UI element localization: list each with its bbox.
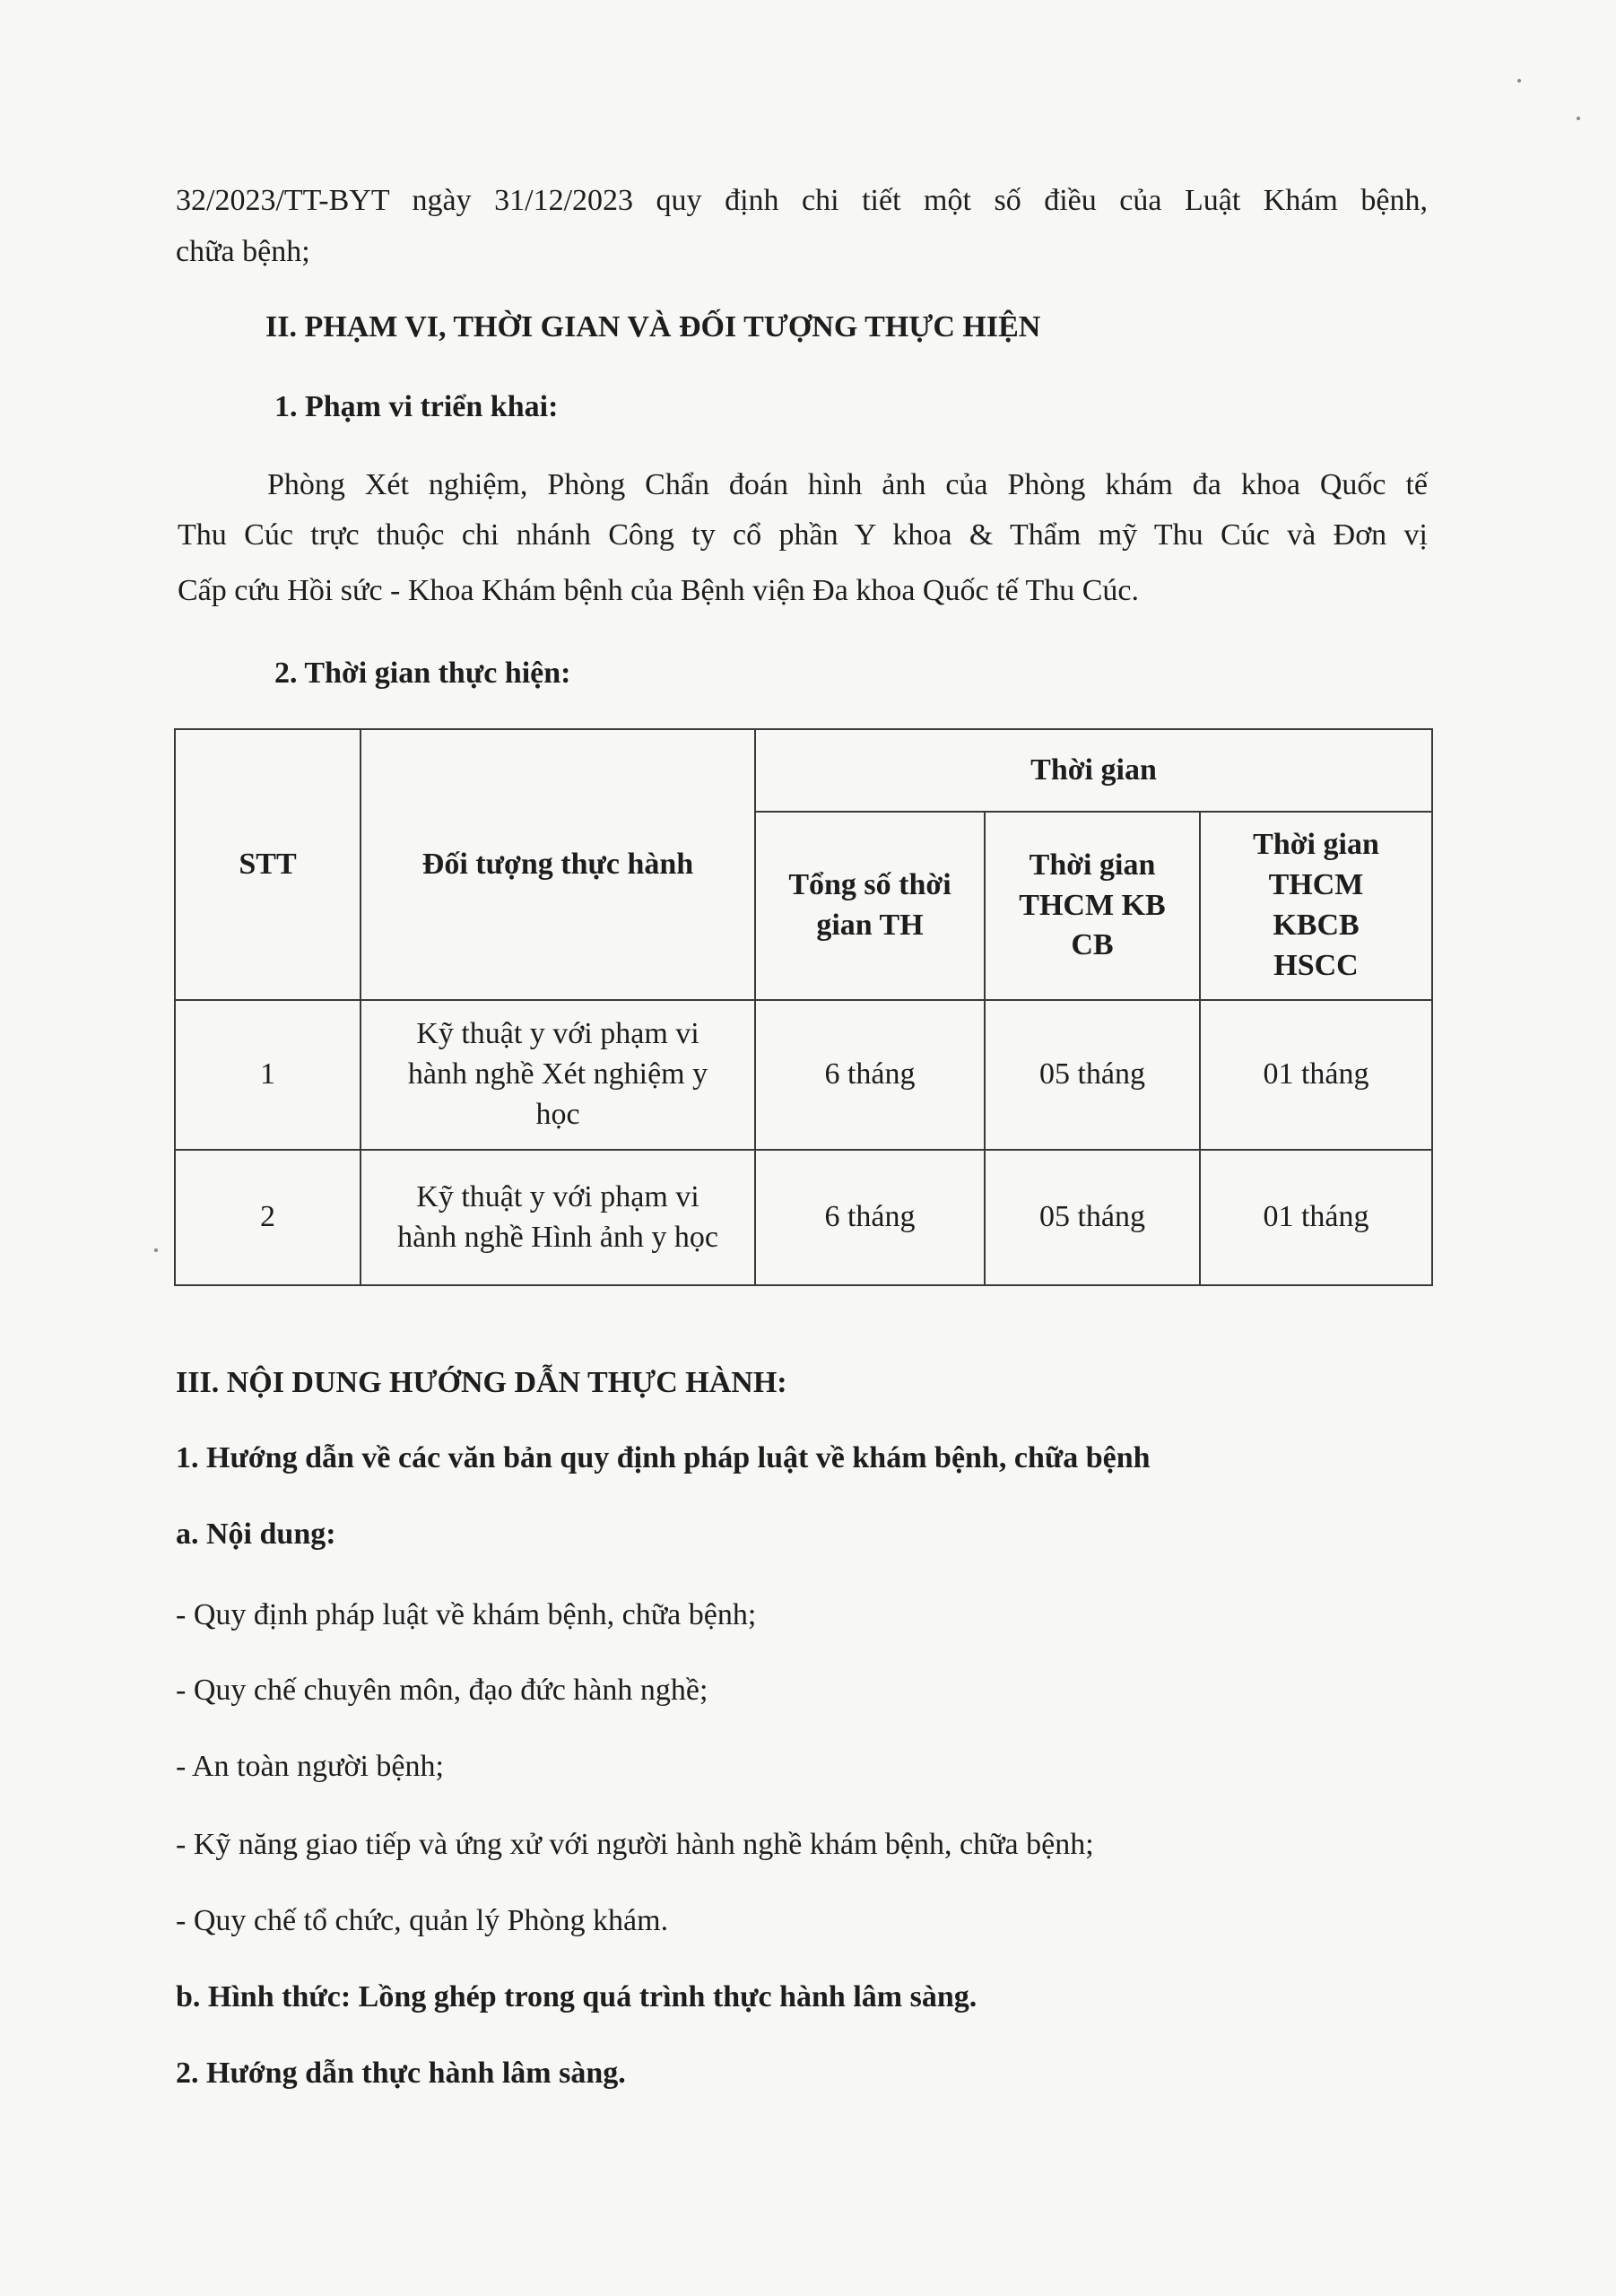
practice-time-table — [174, 728, 1433, 1286]
header-hscc-line-3: KBCB — [1273, 909, 1360, 942]
bullet-4: - Kỹ năng giao tiếp và ứng xử với người hành nghề khám bệnh, chữa bệnh; — [176, 1828, 1094, 1861]
row-2-stt: 2 — [175, 1150, 361, 1285]
header-stt: STT — [175, 729, 361, 1000]
row-2-subject-line-1: Kỹ thuật y với phạm vi — [416, 1179, 699, 1213]
section-2-title: II. PHẠM VI, THỜI GIAN VÀ ĐỐI TƯỢNG THỰC HIỆN — [265, 310, 1041, 344]
row-2-kbcb: 05 tháng — [985, 1150, 1200, 1285]
row-1-subject-line-3: học — [535, 1097, 580, 1131]
header-hscc-line-4: HSCC — [1273, 948, 1359, 982]
scope-line-2: Thu Cúc trực thuộc chi nhánh Công ty cổ phần Y khoa & Thẩm mỹ Thu Cúc và Đơn vị — [178, 518, 1428, 552]
bullet-3: - An toàn người bệnh; — [176, 1750, 444, 1783]
header-thcm-hscc — [1200, 812, 1432, 1000]
form-line: b. Hình thức: Lồng ghép trong quá trình thực hành lâm sàng. — [176, 1980, 977, 2013]
row-1-hscc: 01 tháng — [1200, 1000, 1432, 1150]
header-total-line-1: Tổng số thời — [788, 868, 951, 902]
header-total-time — [755, 812, 985, 1000]
content-heading: a. Nội dung: — [176, 1518, 336, 1551]
header-kbcb-line-2: THCM KB — [1019, 888, 1166, 922]
scan-speck — [1577, 117, 1580, 120]
intro-line-2: chữa bệnh; — [176, 235, 310, 268]
row-2-total: 6 tháng — [755, 1150, 985, 1285]
section-3-title: III. NỘI DUNG HƯỚNG DẪN THỰC HÀNH: — [176, 1366, 787, 1399]
table-row — [175, 1000, 1432, 1150]
row-1-subject-line-2: hành nghề Xét nghiệm y — [407, 1057, 708, 1091]
row-1-stt: 1 — [175, 1000, 361, 1150]
scope-line-3: Cấp cứu Hồi sức - Khoa Khám bệnh của Bệnh viện Đa khoa Quốc tế Thu Cúc. — [178, 574, 1140, 607]
header-kbcb-line-3: CB — [1071, 928, 1114, 962]
header-kbcb-line-1: Thời gian — [1029, 848, 1156, 882]
header-thcm-kbcb — [985, 812, 1200, 1000]
bullet-1: - Quy định pháp luật về khám bệnh, chữa bệnh; — [176, 1598, 757, 1631]
row-1-kbcb: 05 tháng — [985, 1000, 1200, 1150]
row-1-total: 6 tháng — [755, 1000, 985, 1150]
bullet-2: - Quy chế chuyên môn, đạo đức hành nghề; — [176, 1674, 708, 1707]
header-hscc-line-1: Thời gian — [1253, 828, 1379, 862]
intro-line-1: 32/2023/TT-BYT ngày 31/12/2023 quy định chi tiết một số điều của Luật Khám bệnh, — [176, 184, 1428, 217]
scope-heading: 1. Phạm vi triển khai: — [274, 390, 559, 423]
header-total-line-2: gian TH — [816, 909, 924, 942]
table-row — [175, 1150, 1432, 1285]
row-1-subject — [361, 1000, 755, 1150]
row-1-subject-line-1: Kỹ thuật y với phạm vi — [416, 1017, 699, 1051]
header-subject: Đối tượng thực hành — [361, 729, 755, 1000]
scan-speck — [154, 1248, 158, 1252]
scan-speck — [1517, 79, 1521, 83]
scope-line-1: Phòng Xét nghiệm, Phòng Chẩn đoán hình ảnh của Phòng khám đa khoa Quốc tế — [267, 468, 1428, 501]
row-2-subject — [361, 1150, 755, 1285]
section-3-item-2: 2. Hướng dẫn thực hành lâm sàng. — [176, 2057, 626, 2090]
header-hscc-line-2: THCM — [1268, 868, 1364, 902]
header-time-group: Thời gian — [755, 729, 1432, 812]
section-3-item-1: 1. Hướng dẫn về các văn bản quy định pháp luật về khám bệnh, chữa bệnh — [176, 1441, 1151, 1474]
row-2-subject-line-2: hành nghề Hình ảnh y học — [397, 1220, 718, 1254]
bullet-5: - Quy chế tổ chức, quản lý Phòng khám. — [176, 1904, 669, 1937]
time-heading: 2. Thời gian thực hiện: — [274, 657, 571, 690]
row-2-hscc: 01 tháng — [1200, 1150, 1432, 1285]
